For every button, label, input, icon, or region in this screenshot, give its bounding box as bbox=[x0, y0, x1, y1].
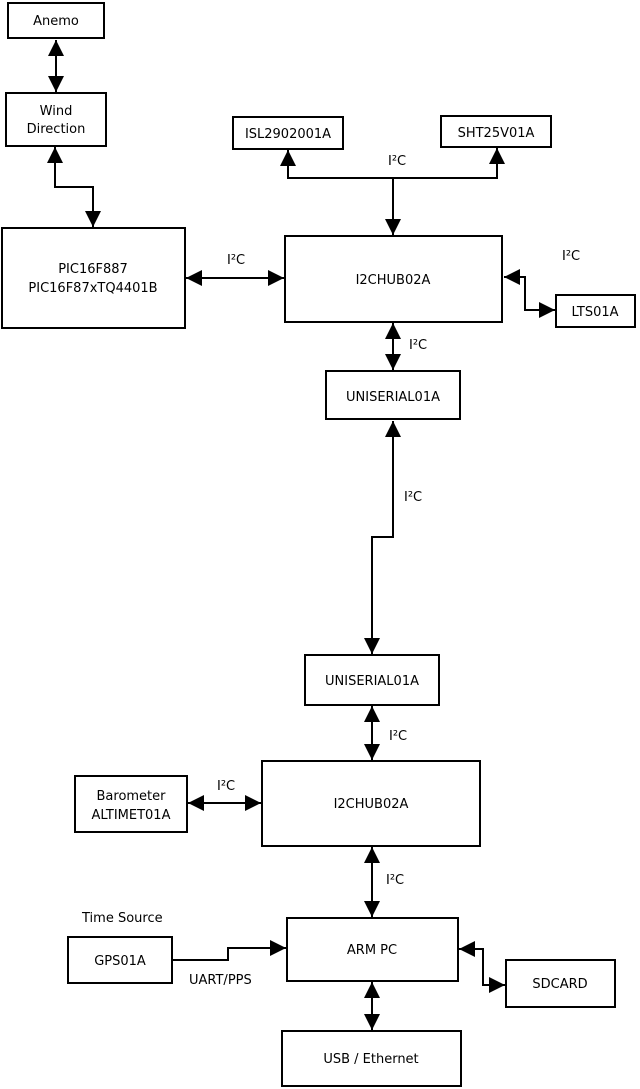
usb-ethernet-label: USB / Ethernet bbox=[323, 1052, 419, 1067]
node-isl bbox=[233, 117, 343, 149]
i2c-label-hub2-armpc: I²C bbox=[386, 873, 405, 888]
lts-label: LTS01A bbox=[571, 305, 619, 320]
wind-direction-box bbox=[6, 93, 106, 146]
barometer-label-line1: Barometer bbox=[96, 789, 166, 804]
uniserial-2-label: UNISERIAL01A bbox=[325, 674, 419, 689]
edge-uniserial1-uniserial2 bbox=[372, 421, 393, 654]
node-usb-ethernet bbox=[282, 1031, 461, 1086]
time-source-label: Time Source bbox=[82, 911, 163, 926]
wind-direction-label-line1: Wind bbox=[39, 104, 73, 119]
node-pic bbox=[2, 228, 185, 328]
uart-pps-label: UART/PPS bbox=[189, 973, 252, 988]
node-lts bbox=[556, 295, 635, 327]
i2c-label-uniserial2-hub2: I²C bbox=[389, 729, 408, 744]
node-i2c-hub-2 bbox=[262, 761, 480, 846]
node-sht bbox=[441, 116, 551, 147]
node-sdcard bbox=[506, 960, 615, 1007]
i2c-hub-2-label: I2CHUB02A bbox=[333, 797, 409, 812]
node-anemo bbox=[8, 3, 104, 38]
pic-label-line1: PIC16F887 bbox=[58, 262, 128, 277]
barometer-box bbox=[75, 776, 187, 832]
arm-pc-label: ARM PC bbox=[346, 943, 398, 958]
node-arm-pc bbox=[287, 918, 458, 981]
i2c-hub-1-label: I2CHUB02A bbox=[355, 273, 431, 288]
anemo-label: Anemo bbox=[33, 14, 79, 29]
i2c-label-pic-hub1: I²C bbox=[227, 253, 246, 268]
wind-direction-label-line2: Direction bbox=[26, 122, 86, 137]
barometer-label-line2: ALTIMET01A bbox=[91, 808, 171, 823]
sdcard-label: SDCARD bbox=[532, 977, 588, 992]
i2c-label-top-tee: I²C bbox=[388, 154, 407, 169]
node-barometer bbox=[75, 776, 187, 832]
isl-label: ISL2902001A bbox=[244, 127, 332, 142]
edge-gps-armpc bbox=[172, 948, 286, 960]
i2c-label-uniserial-link: I²C bbox=[404, 490, 423, 505]
edge-wind-pic bbox=[55, 147, 93, 227]
node-uniserial-2 bbox=[305, 655, 439, 705]
node-uniserial-1 bbox=[326, 371, 460, 419]
sht-label: SHT25V01A bbox=[457, 126, 535, 141]
node-gps bbox=[68, 937, 172, 983]
uniserial-1-label: UNISERIAL01A bbox=[346, 390, 440, 405]
pic-box bbox=[2, 228, 185, 328]
edge-armpc-sdcard bbox=[459, 949, 505, 985]
gps-label: GPS01A bbox=[94, 954, 146, 969]
pic-label-line2: PIC16F87xTQ4401B bbox=[28, 281, 158, 296]
node-wind-direction bbox=[6, 93, 106, 146]
i2c-label-barometer-hub2: I²C bbox=[217, 779, 236, 794]
node-i2c-hub-1 bbox=[285, 236, 502, 322]
i2c-label-hub1-uniserial1: I²C bbox=[409, 338, 428, 353]
edge-hub1-lts bbox=[504, 277, 555, 310]
i2c-label-hub1-lts: I²C bbox=[562, 249, 581, 264]
